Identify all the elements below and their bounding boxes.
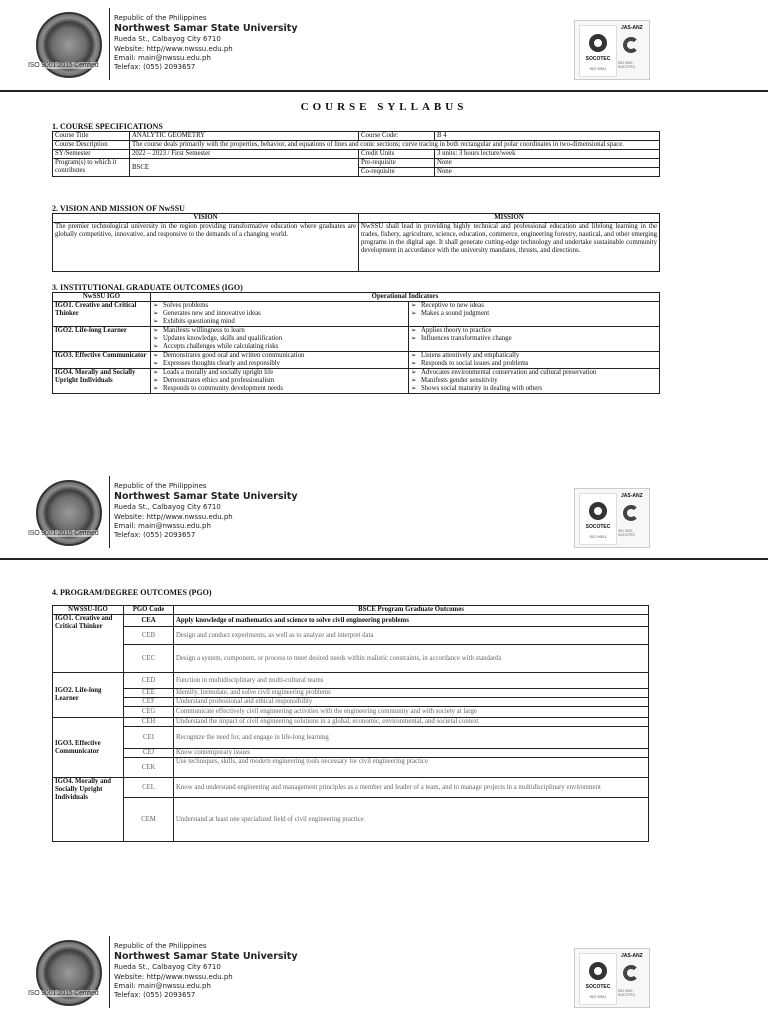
pgo-code: CEC xyxy=(124,645,174,673)
pgo-code: CEH xyxy=(124,718,174,727)
pgo-outcome-text: Recognize the need for, and engage in life-long learning xyxy=(174,727,649,749)
telefax-text: Telefax: (055) 2093657 xyxy=(114,991,196,1000)
indicator-item: ➢ Responds to social issues and problems xyxy=(411,360,657,368)
pgo-outcome-text: Use techniques, skills, and modern engineering tools necessary for civil engineering practice xyxy=(174,758,649,778)
value-course-title: ANALYTIC GEOMETRY xyxy=(130,132,359,141)
indicator-item: ➢ Leads a morally and socially upright life xyxy=(153,369,406,377)
pgo-code: CEF xyxy=(124,698,174,707)
pgo-code: CEJ xyxy=(124,749,174,758)
indicator-item: ➢ Demonstrates good oral and written communication xyxy=(153,352,406,360)
mission-text: NwSSU shall lead in providing highly technical and professional education and lifelong learning in the trades, fishery, agriculture, science, education, commerce, engineering forestry, nautical, and other emerging programs in the digital age. It shall generate cutting-edge technology and undertake sustainable community development in accordance with the university mandates, thrusts, and directions. xyxy=(359,223,660,272)
label-prerequisite: Pre-requisite xyxy=(359,159,435,168)
header-divider xyxy=(109,476,110,548)
letterhead-2 xyxy=(0,468,768,560)
header-text xyxy=(114,482,298,540)
indicator-item: ➢ Manifests willingness to learn xyxy=(153,327,406,335)
igo-name: IGO3. Effective Communicator xyxy=(53,352,151,369)
indicator-item: ➢ Makes a sound judgment xyxy=(411,310,657,318)
pgo-igo-col-header: NWSSU-IGO xyxy=(53,606,124,615)
indicator-item: ➢ Manifests gender sensitivity xyxy=(411,377,657,385)
pgo-code: CEG xyxy=(124,707,174,718)
label-course-title: Course Title xyxy=(53,132,130,141)
pgo-code: CEK xyxy=(124,758,174,778)
value-credit-units: 3 units: 3 hours lecture/week xyxy=(435,150,660,159)
vision-mission-table xyxy=(52,213,660,272)
pgo-code: CEL xyxy=(124,778,174,798)
pgo-igo-name: IGO1. Creative and Critical Thinker xyxy=(53,615,124,673)
label-corequisite: Co-requisite xyxy=(359,168,435,177)
pgo-outcome-text: Design and conduct experiments, as well as to analyze and interpret data xyxy=(174,627,649,645)
indicator-item: ➢ Exhibits questioning mind xyxy=(153,318,406,326)
pgo-outcome-text: Know and understand engineering and management principles as a member and leader of a team, and to manage projects in a multidisciplinary environment xyxy=(174,778,649,798)
label-programs: Program(s) to which it contributes xyxy=(53,159,130,177)
value-prerequisite: None xyxy=(435,159,660,168)
pgo-outcome-text: Design a system, component, or process to meet desired needs within realistic constraints, in accordance with standards xyxy=(174,645,649,673)
pgo-igo-name: IGO2. Life-long Learner xyxy=(53,673,124,718)
pgo-outcome-text: Understand professional and ethical responsibility xyxy=(174,698,649,707)
email-link[interactable]: Email: main@nwssu.edu.ph xyxy=(114,521,211,530)
university-name: Northwest Samar State University xyxy=(114,491,298,503)
indicator-item: ➢ Influences transformative change xyxy=(411,335,657,343)
header-divider xyxy=(109,936,110,1008)
university-name: Northwest Samar State University xyxy=(114,23,298,35)
mission-heading: MISSION xyxy=(359,214,660,223)
header-rule xyxy=(0,558,768,560)
indicator-item: ➢ Demonstrates ethics and professionalism xyxy=(153,377,406,385)
website-link[interactable]: Website: http//www.nwssu.edu.ph xyxy=(114,512,233,521)
certification-logo: SOCOTEC ISO 9001 JAS-ANZ ISO 9001 SOCOTEC xyxy=(574,20,650,80)
indicator-item: ➢ Advocates environmental conservation and cultural preservation xyxy=(411,369,657,377)
indicator-item: ➢ Responds to community development needs xyxy=(153,385,406,393)
indicator-item: ➢ Solves problems xyxy=(153,302,406,310)
email-link[interactable]: Email: main@nwssu.edu.ph xyxy=(114,53,211,62)
address-text: Rueda St., Calbayog City 6710 xyxy=(114,35,221,44)
iso-certified-label: ISO 9001:2015 Certified xyxy=(28,990,99,997)
indicators-col-header: Operational Indicators xyxy=(151,293,660,302)
value-course-description: The course deals primarily with the properties, behavior, and equations of lines and conic sections; curve tracing in both rectangular and polar coordinates in two-dimensional space. xyxy=(130,141,660,150)
indicator-item: ➢ Expresses thoughts clearly and responsibly xyxy=(153,360,406,368)
email-link[interactable]: Email: main@nwssu.edu.ph xyxy=(114,981,211,990)
address-text: Rueda St., Calbayog City 6710 xyxy=(114,503,221,512)
indicator-item: ➢ Updates knowledge, skills and qualification xyxy=(153,335,406,343)
pgo-outcome-text: Identify, formulate, and solve civil engineering problems xyxy=(174,689,649,698)
pgo-outcomes-col-header: BSCE Program Graduate Outcomes xyxy=(174,606,649,615)
socotec-icon xyxy=(589,502,607,520)
pgo-outcome-text: Understand at least one specialized field of civil engineering practice xyxy=(174,798,649,842)
pgo-outcome-text: Understand the impact of civil engineering solutions in a global, economic, environmental, and societal context xyxy=(174,718,649,727)
iso-certified-label: ISO 9001:2015 Certified xyxy=(28,530,99,537)
letterhead-3 xyxy=(0,928,768,1020)
pgo-code: CEI xyxy=(124,727,174,749)
indicator-item: ➢ Accepts challenges while calculating risks xyxy=(153,343,406,351)
indicator-item: ➢ Applies theory to practice xyxy=(411,327,657,335)
igo-col-header: NwSSU IGO xyxy=(53,293,151,302)
letterhead-1 xyxy=(0,0,768,92)
address-text: Rueda St., Calbayog City 6710 xyxy=(114,963,221,972)
pgo-outcome-text: Know contemporary issues xyxy=(174,749,649,758)
pgo-code: CEE xyxy=(124,689,174,698)
republic-text: Republic of the Philippines xyxy=(114,14,207,22)
value-programs: BSCE xyxy=(130,159,359,177)
telefax-text: Telefax: (055) 2093657 xyxy=(114,531,196,540)
indicator-item: ➢ Listens attentively and emphatically xyxy=(411,352,657,360)
socotec-icon xyxy=(589,962,607,980)
pgo-outcome-text: Communicate effectively civil engineering activities with the engineering community and with society at large xyxy=(174,707,649,718)
pgo-code-col-header: PGO Code xyxy=(124,606,174,615)
website-link[interactable]: Website: http//www.nwssu.edu.ph xyxy=(114,972,233,981)
indicator-item: ➢ Generates new and innovative ideas xyxy=(153,310,406,318)
certification-logo: SOCOTEC ISO 9001 JAS-ANZ ISO 9001 SOCOTEC xyxy=(574,488,650,548)
pgo-code: CED xyxy=(124,673,174,689)
value-sy-semester: 2022 – 2023 / First Semester xyxy=(130,150,359,159)
igo-table xyxy=(52,292,660,394)
header-divider xyxy=(109,8,110,80)
label-sy-semester: SY/Semester xyxy=(53,150,130,159)
section-heading-igo: 3. INSTITUTIONAL GRADUATE OUTCOMES (IGO) xyxy=(52,283,243,292)
republic-text: Republic of the Philippines xyxy=(114,942,207,950)
page-title: COURSE SYLLABUS xyxy=(300,101,468,113)
indicator-item: ➢ Shows social maturity in dealing with others xyxy=(411,385,657,393)
socotec-icon xyxy=(589,34,607,52)
igo-name: IGO4. Morally and Socially Upright Individuals xyxy=(53,369,151,394)
label-course-description: Course Description xyxy=(53,141,130,150)
pgo-igo-name: IGO4. Morally and Socially Upright Individuals xyxy=(53,778,124,842)
value-course-code: B 4 xyxy=(435,132,660,141)
section-heading-vision-mission: 2. VISION AND MISSION OF NwSSU xyxy=(52,204,185,213)
label-course-code: Course Code: xyxy=(359,132,435,141)
header-text xyxy=(114,14,298,72)
vision-heading: VISION xyxy=(53,214,359,223)
value-corequisite: None xyxy=(435,168,660,177)
header-text xyxy=(114,942,298,1000)
jas-anz-icon xyxy=(623,505,639,521)
republic-text: Republic of the Philippines xyxy=(114,482,207,490)
pgo-outcome-text: Function in multidisciplinary and multi-cultural teams xyxy=(174,673,649,689)
jas-anz-icon xyxy=(623,965,639,981)
pgo-igo-name: IGO3. Effective Communicator xyxy=(53,718,124,778)
iso-certified-label: ISO 9001:2015 Certified xyxy=(28,62,99,69)
pgo-code: CEB xyxy=(124,627,174,645)
label-credit-units: Credit Units xyxy=(359,150,435,159)
website-link[interactable]: Website: http//www.nwssu.edu.ph xyxy=(114,44,233,53)
pgo-code: CEA xyxy=(124,615,174,627)
pgo-table xyxy=(52,605,649,842)
header-rule xyxy=(0,90,768,92)
pgo-outcome-text: Apply knowledge of mathematics and science to solve civil engineering problems xyxy=(174,615,649,627)
course-specs-table xyxy=(52,131,660,177)
pgo-code: CEM xyxy=(124,798,174,842)
telefax-text: Telefax: (055) 2093657 xyxy=(114,63,196,72)
jas-anz-icon xyxy=(623,37,639,53)
igo-name: IGO2. Life-long Learner xyxy=(53,327,151,352)
section-heading-pgo: 4. PROGRAM/DEGREE OUTCOMES (PGO) xyxy=(52,588,212,597)
certification-logo: SOCOTEC ISO 9001 JAS-ANZ ISO 9001 SOCOTEC xyxy=(574,948,650,1008)
vision-text: The premier technological university in the region providing transformative education where graduates are globally competitive, innovative, and responsive to the demands of a changing world. xyxy=(53,223,359,272)
indicator-item: ➢ Receptive to new ideas xyxy=(411,302,657,310)
section-heading-specs: 1. COURSE SPECIFICATIONS xyxy=(52,122,163,131)
university-name: Northwest Samar State University xyxy=(114,951,298,963)
igo-name: IGO1. Creative and Critical Thinker xyxy=(53,302,151,327)
